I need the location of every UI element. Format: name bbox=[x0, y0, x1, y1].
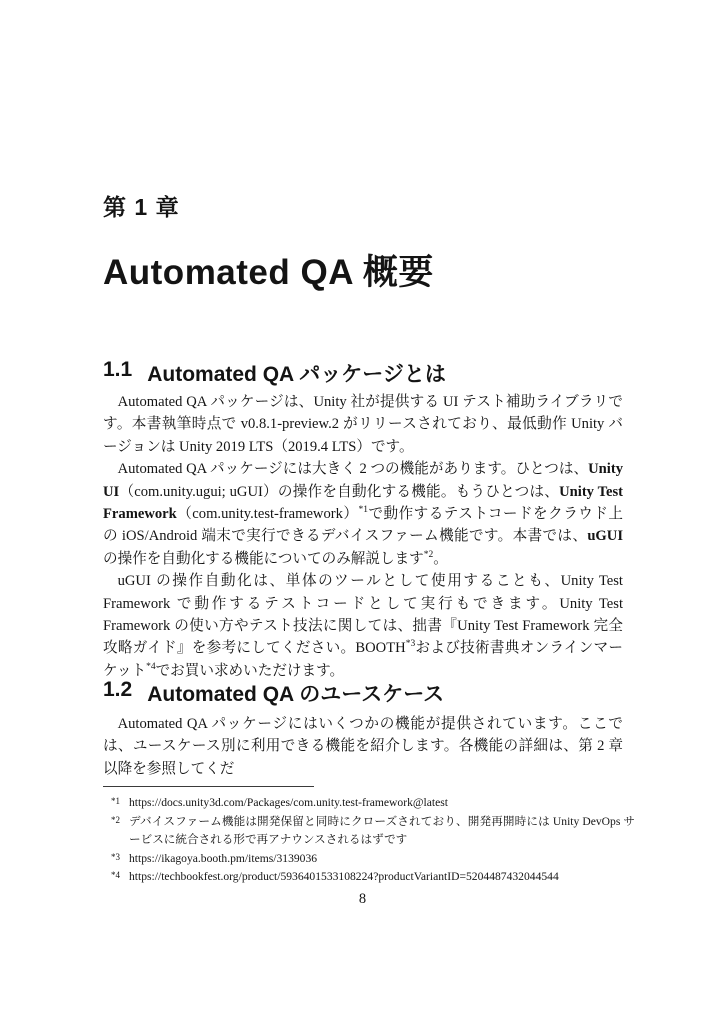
page-number: 8 bbox=[358, 891, 367, 907]
chapter-number: 第 1 章 bbox=[103, 194, 180, 220]
footnote-text: https://docs.unity3d.com/Packages/com.unity.test-framework@latest bbox=[129, 796, 449, 809]
section-title: Automated QA のユースケース bbox=[147, 683, 445, 706]
section-1-2-body bbox=[103, 713, 623, 780]
footnotes bbox=[103, 786, 635, 887]
footnote-text: デバイスファーム機能は開発保留と同時にクローズされており、開発再開時には Unity DevOps サービスに統合される形で再アナウンスされるはずです bbox=[129, 814, 635, 847]
footnote-item bbox=[103, 813, 635, 850]
section-number: 1.2 bbox=[103, 678, 133, 701]
footnote-item bbox=[103, 868, 635, 887]
paragraph: Automated QA パッケージにはいくつかの機能が提供されています。ここでは、ユースケース別に利用できる機能を紹介します。各機能の詳細は、第 2 章以降を参照してくだ bbox=[103, 716, 623, 777]
footnote-rule bbox=[103, 786, 314, 787]
paragraph: uGUI の操作自動化は、単体のツールとして使用することも、Unity Test Framework で動作するテストコードとして実行もできます。Unity Test Framework の使い方やテスト技法に関しては、拙書『Unity Test Framework 完全攻略ガイド』を参考にしてください。BOOTH$^{*3}$および技術書典オンラインマーケット$^{*4}$でお買い求めいただけます。 bbox=[103, 573, 623, 679]
footnote-item bbox=[103, 794, 635, 813]
section-1-1-body bbox=[103, 391, 623, 682]
footnote-text: https://ikagoya.booth.pm/items/3139036 bbox=[129, 851, 318, 865]
section-heading-1-2 bbox=[103, 678, 444, 708]
footnote-marker: *4 bbox=[111, 870, 120, 881]
section-heading-1-1 bbox=[103, 358, 446, 388]
section-number: 1.1 bbox=[103, 358, 133, 381]
section-title: Automated QA パッケージとは bbox=[147, 363, 446, 386]
footnote-marker: *3 bbox=[111, 851, 120, 862]
paragraph: Automated QA パッケージには大きく 2 つの機能があります。ひとつは、Unity UI（com.unity.ugui; uGUI）の操作を自動化する機能。もうひとつは、Unity Test Framework（com.unity.test-framework）$^{*1}$で動作するテストコードをクラウド上の iOS/Android 端末で実行できるデバイスファーム機能です。本書では、uGUI の操作を自動化する機能についてのみ解説します$^{*2}$。 bbox=[103, 461, 623, 567]
paragraph: Automated QA パッケージは、Unity 社が提供する UI テスト補助ライブラリです。本書執筆時点で v0.8.1-preview.2 がリリースされており、最低動作 Unity バージョンは Unity 2019 LTS（2019.4 LTS）です。 bbox=[103, 394, 623, 455]
footnote-marker: *1 bbox=[111, 796, 120, 806]
footnote-marker: *2 bbox=[111, 814, 120, 825]
chapter-title: Automated QA 概要 bbox=[103, 253, 434, 292]
footnote-item bbox=[103, 850, 635, 869]
footnote-text: https://techbookfest.org/product/5936401533108224?productVariantID=5204487432044544 bbox=[129, 870, 559, 884]
